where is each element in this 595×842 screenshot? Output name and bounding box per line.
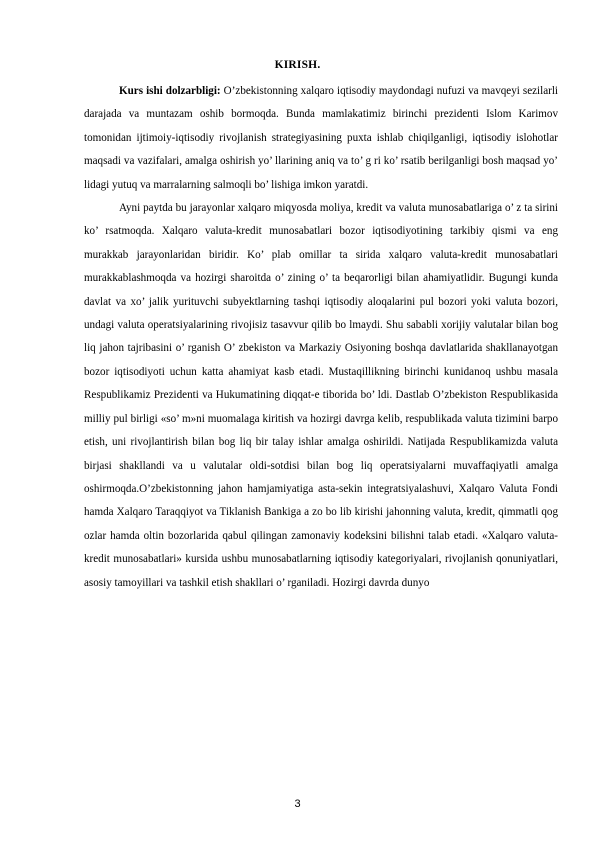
page-title: KIRISH. bbox=[274, 59, 321, 71]
paragraph-currency-relations: Ayni paytda bu jarayonlar xalqaro miqyosda moliya, kredit va valuta munosabatlariga o’ z ta sirini ko’ rsatmoqda. Xalqaro valuta-kredit munosabatlari bozor iqtisodiyotining tarkibiy qismi va eng murakkab jarayonlaridan biridir. Ko’ plab omillar ta sirida xalqaro valuta-kredit munosabatlari murakkablashmoqda va hozirgi sharoitda o’ zining o’ ta beqarorligi bilan ahamiyatlidir. Bugungi kunda davlat va xo’ jalik yurituvchi subyektlarning tashqi iqtisodiy aloqalarini pul bozori yoki valuta bozori, undagi valuta operatsiyalarining rivojisiz tasavvur qilib bo lmaydi. Shu sababli xorijiy valutalar bilan bog liq jahon tajribasini o’ rganish O’ zbekiston va Markaziy Osiyoning boshqa davlatlarida shakllanayotgan bozor iqtisodiyoti uchun katta ahamiyat kasb etadi. Mustaqillikning birinchi kunidanoq ushbu masala Respublikamiz Prezidenti va Hukumatining diqqat-e tiborida bo’ ldi. Dastlab O’zbekiston Respublikasida milliy pul birligi «so’ m»ni muomalaga kiritish va hozirgi davrga kelib, respublikada valuta tizimini barpo etish, uni rivojlantirish bilan bog liq bir talay ishlar amalga oshirildi. Natijada Respublikamizda valuta birjasi shakllandi va u valutalar oldi-sotdisi bilan bog liq operatsiyalarni muvaffaqiyatli amalga oshirmoqda.O’zbekistonning jahon hamjamiyatiga asta-sekin integratsiyalashuvi, Xalqaro Valuta Fondi hamda Xalqaro Taraqqiyot va Tiklanish Bankiga a zo bo lib kirishi jahonning valuta, kredit, qimmatli qog ozlar hamda oltin bozorlarida qabul qilingan zamonaviy kodeksini bilishni talab etadi. «Xalqaro valuta-kredit munosabatlari» kursida ushbu munosabatlarning iqtisodiy kategoriyalari, rivojlanish qonuniyatlari, asosiy tamoyillari va tashkil etish shakllari o’ rganiladi. Hozirgi davrda dunyo bbox=[84, 202, 558, 589]
page-number: 3 bbox=[294, 798, 301, 810]
paragraph-relevance bbox=[84, 80, 558, 197]
paragraph-relevance-text: O’zbekistonning xalqaro iqtisodiy maydondagi nufuzi va mavqeyi sezilarli darajada va muntazam oshib bormoqda. Bunda mamlakatimiz birinchi prezidenti Islom Karimov tomonidan ijtimoiy-iqtisodiy rivojlanish strategiyasining puxta ishlab chiqilganligi, iqtisodiy islohotlar maqsadi va vazifalari, amalga oshirish yo’ llarining aniq va to’ g ri ko’ rsatib berilganligi bosh maqsad yo’ lidagi yutuq va marralarning salmoqli bo’ lishiga imkon yaratdi. bbox=[84, 85, 558, 191]
body-text bbox=[84, 80, 558, 595]
relevance-lead: Kurs ishi dolzarbligi: bbox=[119, 85, 221, 97]
